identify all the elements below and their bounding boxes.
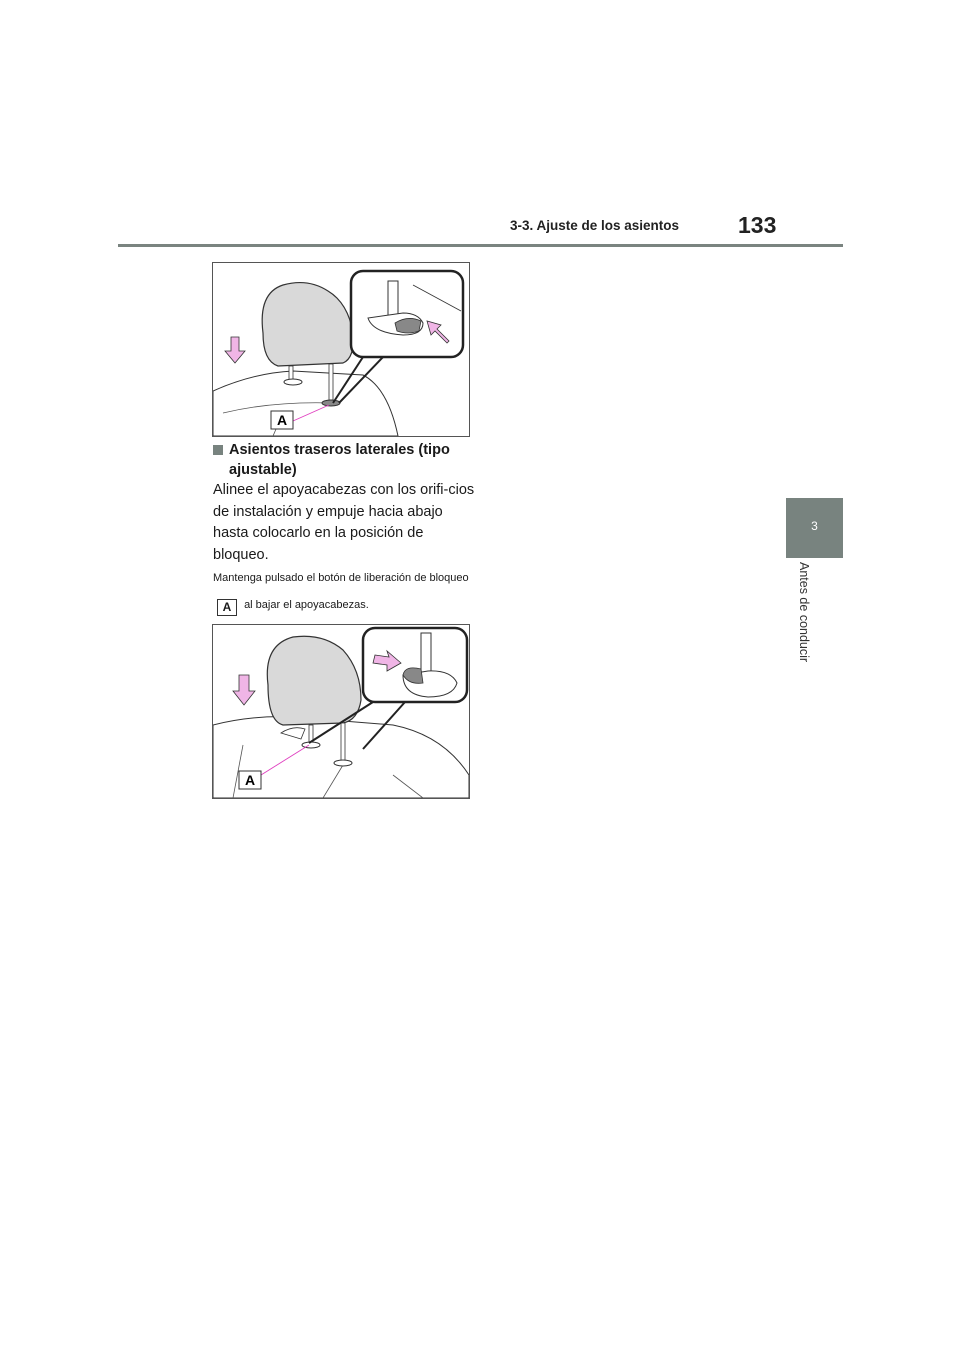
chapter-title: Antes de conducir xyxy=(797,562,811,663)
section-heading: Asientos traseros laterales (tipo ajustable) xyxy=(213,440,475,480)
section-body: Alinee el apoyacabezas con los orifi-cios de instalación y empuje hacia abajo hasta colocarlo en la posición de bloqueo. xyxy=(213,482,475,563)
callout-box: A xyxy=(217,599,237,616)
heading-bullet xyxy=(213,445,223,455)
figure-top-callout: A xyxy=(276,412,288,428)
header-section-title: 3-3. Ajuste de los asientos xyxy=(510,218,680,233)
section-note: Mantenga pulsado el botón de liberación de bloqueo A al bajar el apoyacabezas. xyxy=(213,572,469,614)
figure-headrest-front xyxy=(212,262,470,437)
page-number: 133 xyxy=(738,212,777,238)
figure-bottom-callout: A xyxy=(244,772,256,788)
chapter-number: 3 xyxy=(811,519,818,533)
figure-headrest-rear xyxy=(212,624,470,799)
header-rule xyxy=(118,244,843,247)
